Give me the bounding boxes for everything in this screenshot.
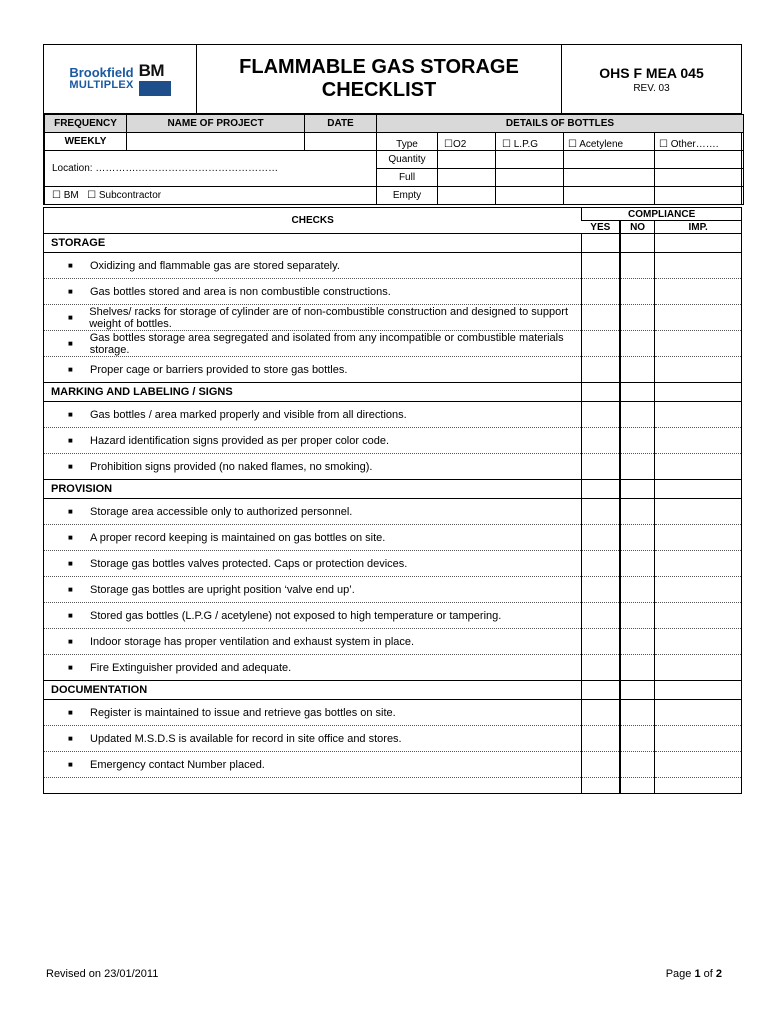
bullet-icon: ■ [68, 760, 73, 769]
compliance-no-cell[interactable] [620, 454, 655, 480]
checklist-item [44, 726, 582, 752]
checklist-item [44, 551, 582, 577]
checkbox-icon: ☐ [444, 139, 453, 150]
form-code-block [562, 45, 741, 113]
checklist-item [44, 253, 582, 279]
checklist-item-row [44, 331, 741, 357]
section-yes-cell [582, 681, 620, 700]
section-title: MARKING AND LABELING / SIGNS [44, 383, 582, 402]
bullet-icon: ■ [68, 637, 73, 646]
compliance-imp-cell[interactable] [655, 629, 741, 655]
type-option-other[interactable]: ☐ Other……. [655, 133, 744, 151]
compliance-imp-cell[interactable] [655, 499, 741, 525]
blank-row [44, 778, 741, 794]
page-number: Page 1 of 2 [665, 968, 722, 980]
checks-header: CHECKS [44, 208, 582, 234]
bullet-icon: ■ [68, 533, 73, 542]
compliance-imp-cell[interactable] [655, 305, 741, 331]
no-header: NO [620, 221, 655, 234]
section-row [44, 234, 741, 253]
compliance-no-cell[interactable] [620, 402, 655, 428]
checklist-item [44, 577, 582, 603]
empty-lpg[interactable] [496, 187, 564, 205]
compliance-no-cell[interactable] [620, 331, 655, 357]
blank-cell [655, 778, 741, 794]
bullet-icon: ■ [68, 462, 73, 471]
empty-other[interactable] [655, 187, 744, 205]
yes-header: YES [582, 221, 620, 234]
checkbox-icon: ☐ [502, 139, 514, 150]
type-option-acetylene[interactable]: ☐ Acetylene [564, 133, 655, 151]
checklist-item-row [44, 551, 741, 577]
form-title [197, 45, 562, 113]
form-header [43, 44, 742, 114]
compliance-yes-cell[interactable] [582, 305, 620, 331]
checklist-item [44, 700, 582, 726]
checklist-item-row [44, 279, 741, 305]
bullet-icon: ■ [68, 734, 73, 743]
checklist-item-text: Prohibition signs provided (no naked flames, no smoking). [90, 460, 373, 473]
quantity-acetylene[interactable] [564, 151, 655, 169]
type-option-lpg[interactable]: ☐ L.P.G [496, 133, 564, 151]
location-field[interactable]: Location: ………….…………………………………… [45, 151, 377, 187]
full-label: Full [377, 169, 438, 187]
checklist-item-text: Gas bottles / area marked properly and visible from all directions. [90, 408, 407, 421]
checkbox-icon: ☐ [568, 139, 580, 150]
compliance-no-cell[interactable] [620, 305, 655, 331]
compliance-imp-cell[interactable] [655, 454, 741, 480]
compliance-imp-cell[interactable] [655, 603, 741, 629]
checklist-item-row [44, 629, 741, 655]
compliance-yes-cell[interactable] [582, 726, 620, 752]
checklist-item-row [44, 402, 741, 428]
compliance-yes-cell[interactable] [582, 331, 620, 357]
compliance-imp-cell[interactable] [655, 726, 741, 752]
compliance-no-cell[interactable] [620, 551, 655, 577]
checklist-item-row [44, 726, 741, 752]
checklist-item-row [44, 428, 741, 454]
checklist-item-text: Gas bottles stored and area is non combustible constructions. [90, 285, 391, 298]
compliance-imp-cell[interactable] [655, 700, 741, 726]
checklist-item-text: Hazard identification signs provided as per proper color code. [90, 434, 389, 447]
section-no-cell [620, 234, 655, 253]
date-header: DATE [305, 115, 377, 133]
compliance-no-cell[interactable] [620, 629, 655, 655]
title-line2: CHECKLIST [321, 79, 437, 101]
quantity-other[interactable] [655, 151, 744, 169]
type-option-o2[interactable]: ☐O2 [438, 133, 496, 151]
compliance-imp-cell[interactable] [655, 551, 741, 577]
logo-mark: BM [138, 61, 165, 80]
bullet-icon: ■ [68, 339, 73, 348]
checklist-item-text: Register is maintained to issue and retrieve gas bottles on site. [90, 706, 396, 719]
compliance-yes-cell[interactable] [582, 577, 620, 603]
checklist-item [44, 525, 582, 551]
checklist-item [44, 603, 582, 629]
quantity-label: Quantity [377, 151, 438, 169]
compliance-no-cell[interactable] [620, 726, 655, 752]
compliance-no-cell[interactable] [620, 655, 655, 681]
checklist-item [44, 752, 582, 778]
compliance-yes-cell[interactable] [582, 752, 620, 778]
bullet-icon: ■ [68, 287, 73, 296]
form-code: OHS F MEA 045 [599, 64, 704, 81]
compliance-yes-cell[interactable] [582, 629, 620, 655]
compliance-yes-cell[interactable] [582, 499, 620, 525]
type-label: Type [377, 133, 438, 151]
compliance-no-cell[interactable] [620, 700, 655, 726]
compliance-yes-cell[interactable] [582, 551, 620, 577]
compliance-imp-cell[interactable] [655, 253, 741, 279]
full-acetylene[interactable] [564, 169, 655, 187]
section-imp-cell [655, 234, 741, 253]
checklist-item [44, 331, 582, 357]
checklist-item-text: Storage gas bottles valves protected. Caps or protection devices. [90, 557, 408, 570]
compliance-imp-cell[interactable] [655, 428, 741, 454]
compliance-imp-cell[interactable] [655, 525, 741, 551]
section-imp-cell [655, 681, 741, 700]
compliance-no-cell[interactable] [620, 577, 655, 603]
checklist-item-row [44, 499, 741, 525]
checklist-item-text: Indoor storage has proper ventilation and exhaust system in place. [90, 635, 415, 648]
bullet-icon: ■ [68, 663, 73, 672]
compliance-no-cell[interactable] [620, 253, 655, 279]
empty-label: Empty [377, 187, 438, 205]
compliance-yes-cell[interactable] [582, 525, 620, 551]
logo-line2: MULTIPLEX [69, 79, 134, 91]
checklist-item-text: Emergency contact Number placed. [90, 758, 265, 771]
section-no-cell [620, 383, 655, 402]
checklist-item-row [44, 603, 741, 629]
checklist-item [44, 454, 582, 480]
checklist-item-row [44, 700, 741, 726]
empty-acetylene[interactable] [564, 187, 655, 205]
date-field[interactable] [305, 133, 377, 151]
checklist-item [44, 499, 582, 525]
bullet-icon: ■ [68, 365, 73, 374]
checklist-item-row [44, 525, 741, 551]
checklist-item-text: Fire Extinguisher provided and adequate. [90, 661, 292, 674]
section-title: DOCUMENTATION [44, 681, 582, 700]
bullet-icon: ■ [68, 611, 73, 620]
logo-line1: Brookfield [69, 65, 134, 80]
bullet-icon: ■ [68, 585, 73, 594]
empty-o2[interactable] [438, 187, 496, 205]
compliance-imp-cell[interactable] [655, 655, 741, 681]
compliance-imp-cell[interactable] [655, 752, 741, 778]
compliance-no-cell[interactable] [620, 499, 655, 525]
section-title: PROVISION [44, 480, 582, 499]
compliance-imp-cell[interactable] [655, 357, 741, 383]
bullet-icon: ■ [68, 261, 73, 270]
checklist-item [44, 428, 582, 454]
compliance-yes-cell[interactable] [582, 279, 620, 305]
company-type-field: ☐ BM ☐ Subcontractor [45, 187, 377, 205]
section-no-cell [620, 480, 655, 499]
quantity-o2[interactable] [438, 151, 496, 169]
bullet-icon: ■ [68, 436, 73, 445]
checklist-item-row [44, 305, 741, 331]
section-yes-cell [582, 234, 620, 253]
compliance-imp-cell[interactable] [655, 331, 741, 357]
full-other[interactable] [655, 169, 744, 187]
section-no-cell [620, 681, 655, 700]
compliance-imp-cell[interactable] [655, 279, 741, 305]
blank-cell [44, 778, 582, 794]
compliance-no-cell[interactable] [620, 603, 655, 629]
frequency-header: FREQUENCY [45, 115, 127, 133]
compliance-imp-cell[interactable] [655, 577, 741, 603]
compliance-no-cell[interactable] [620, 357, 655, 383]
compliance-yes-cell[interactable] [582, 454, 620, 480]
imp-header: IMP. [655, 221, 741, 234]
compliance-yes-cell[interactable] [582, 402, 620, 428]
checklist-item [44, 402, 582, 428]
bm-checkbox-icon[interactable]: ☐ [52, 190, 64, 201]
checklist-item [44, 655, 582, 681]
compliance-yes-cell[interactable] [582, 655, 620, 681]
checkbox-icon: ☐ [659, 139, 671, 150]
checklist-item-text: Proper cage or barriers provided to store gas bottles. [90, 363, 348, 376]
full-o2[interactable] [438, 169, 496, 187]
compliance-no-cell[interactable] [620, 428, 655, 454]
section-title: STORAGE [44, 234, 582, 253]
details-section [43, 114, 742, 205]
compliance-imp-cell[interactable] [655, 402, 741, 428]
title-line1: FLAMMABLE GAS STORAGE [239, 56, 519, 78]
checklist-item-text: Updated M.S.D.S is available for record in site office and stores. [90, 732, 402, 745]
frequency-value: WEEKLY [45, 133, 127, 151]
revision-label: REV. 03 [633, 82, 670, 94]
section-imp-cell [655, 480, 741, 499]
checklist-item [44, 629, 582, 655]
checklist-item-text: Storage gas bottles are upright position ‘valve end up’. [90, 583, 355, 596]
blank-cell [582, 778, 620, 794]
checklist-item-text: A proper record keeping is maintained on gas bottles on site. [90, 531, 386, 544]
compliance-no-cell[interactable] [620, 525, 655, 551]
project-name-header: NAME OF PROJECT [127, 115, 305, 133]
checklist-item-text: Gas bottles storage area segregated and isolated from any incompatible or combustible materials storage. [89, 331, 564, 356]
section-imp-cell [655, 383, 741, 402]
compliance-yes-cell[interactable] [582, 700, 620, 726]
checklist-item-row [44, 454, 741, 480]
bullet-icon: ■ [68, 708, 73, 717]
section-row [44, 383, 741, 402]
checklist-item-text: Stored gas bottles (L.P.G / acetylene) not exposed to high temperature or tampering. [90, 609, 502, 622]
checklist-item-row [44, 655, 741, 681]
logo-square-icon [139, 81, 171, 96]
bullet-icon: ■ [68, 507, 73, 516]
full-lpg[interactable] [496, 169, 564, 187]
blank-cell [620, 778, 655, 794]
company-logo [44, 45, 197, 113]
compliance-no-cell[interactable] [620, 279, 655, 305]
bullet-icon: ■ [68, 559, 73, 568]
compliance-yes-cell[interactable] [582, 603, 620, 629]
checklist-item-text: Shelves/ racks for storage of cylinder are of non-combustible construction and designed to support weight of bottles. [89, 305, 568, 330]
section-row [44, 681, 741, 700]
section-yes-cell [582, 383, 620, 402]
checklist-item-row [44, 253, 741, 279]
compliance-yes-cell[interactable] [582, 357, 620, 383]
bullet-icon: ■ [68, 410, 73, 419]
section-row [44, 480, 741, 499]
checklist-item [44, 305, 582, 331]
checks-section [43, 207, 742, 794]
project-name-field[interactable] [127, 133, 305, 151]
bullet-icon: ■ [68, 313, 73, 322]
compliance-no-cell[interactable] [620, 752, 655, 778]
checklist-item-row [44, 357, 741, 383]
bottle-details-header: DETAILS OF BOTTLES [377, 115, 744, 133]
compliance-yes-cell[interactable] [582, 253, 620, 279]
checklist-item [44, 279, 582, 305]
checklist-item-text: Oxidizing and flammable gas are stored separately. [90, 259, 340, 272]
quantity-lpg[interactable] [496, 151, 564, 169]
checklist-item [44, 357, 582, 383]
compliance-header: COMPLIANCE [582, 208, 741, 221]
checklist-item-row [44, 752, 741, 778]
section-yes-cell [582, 480, 620, 499]
checklist-item-row [44, 577, 741, 603]
compliance-yes-cell[interactable] [582, 428, 620, 454]
revision-date: Revised on 23/01/2011 [46, 968, 159, 980]
checklist-item-text: Storage area accessible only to authorized personnel. [90, 505, 353, 518]
subcontractor-checkbox-icon[interactable]: ☐ [87, 190, 99, 201]
